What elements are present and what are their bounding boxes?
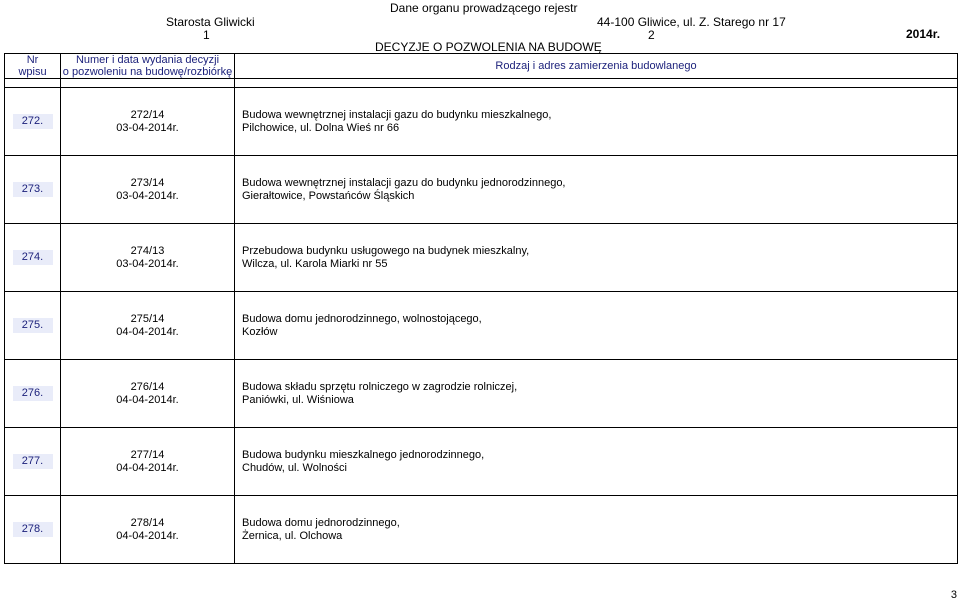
- decision-number: 276/14: [130, 380, 165, 393]
- register-year: 2014r.: [906, 27, 941, 41]
- decision-number: 274/13: [130, 244, 165, 257]
- entry-number: 273.: [13, 182, 53, 197]
- project-type: Budowa domu jednorodzinnego, wolnostojącego,: [242, 312, 482, 325]
- entry-number: 278.: [13, 522, 53, 537]
- column-header-row: [5, 54, 958, 79]
- entry-number-cell: [5, 88, 61, 156]
- spacer-cell: [61, 79, 235, 88]
- project-description-cell: [235, 156, 958, 224]
- entry-number: 276.: [13, 386, 53, 401]
- decision-cell: [61, 496, 235, 564]
- entry-number-cell: [5, 360, 61, 428]
- entry-number-cell: [5, 224, 61, 292]
- decision-date: 04-04-2014r.: [116, 325, 179, 338]
- project-description-cell: [235, 428, 958, 496]
- project-address: Wilcza, ul. Karola Miarki nr 55: [242, 257, 388, 270]
- project-address: Chudów, ul. Wolności: [242, 461, 347, 474]
- spacer-cell: [235, 79, 958, 88]
- decision-number: 273/14: [130, 176, 165, 189]
- decision-date: 03-04-2014r.: [116, 121, 179, 134]
- decision-date: 04-04-2014r.: [116, 529, 179, 542]
- table-row: [5, 156, 958, 224]
- page-number: 3: [950, 589, 957, 601]
- decision-cell: [61, 428, 235, 496]
- column-header-nr-line2: wpisu: [18, 66, 47, 78]
- column-number-1: 1: [203, 28, 210, 42]
- decision-number: 275/14: [130, 312, 165, 325]
- decision-cell: [61, 292, 235, 360]
- table-row: [5, 88, 958, 156]
- project-address: Gierałtowice, Powstańców Śląskich: [242, 189, 415, 202]
- table-row: [5, 496, 958, 564]
- project-address: Paniówki, ul. Wiśniowa: [242, 393, 354, 406]
- project-address: Kozłów: [242, 325, 278, 338]
- project-address: Pilchowice, ul. Dolna Wieś nr 66: [242, 121, 400, 134]
- project-type: Budowa budynku mieszkalnego jednorodzinnego,: [242, 448, 485, 461]
- table-row: [5, 428, 958, 496]
- column-number-2: 2: [648, 28, 655, 42]
- organ-name: Starosta Gliwicki: [166, 15, 255, 29]
- entry-number: 272.: [13, 114, 53, 129]
- entry-number-cell: [5, 496, 61, 564]
- project-description-cell: [235, 88, 958, 156]
- decision-date: 04-04-2014r.: [116, 393, 179, 406]
- project-address: Żernica, ul. Olchowa: [242, 529, 343, 542]
- entry-number-cell: [5, 428, 61, 496]
- column-header-nr-line1: Nr: [26, 54, 39, 66]
- decision-cell: [61, 224, 235, 292]
- column-header-decision-line2: o pozwoleniu na budowę/rozbiórkę: [62, 66, 233, 78]
- project-description-cell: [235, 360, 958, 428]
- project-type: Budowa domu jednorodzinnego,: [242, 516, 400, 529]
- project-type: Budowa wewnętrznej instalacji gazu do budynku jednorodzinnego,: [242, 176, 566, 189]
- header-spacer-row: [5, 79, 958, 88]
- register-rows: [5, 88, 958, 564]
- project-type: Przebudowa budynku usługowego na budynek mieszkalny,: [242, 244, 530, 257]
- spacer-cell: [5, 79, 61, 88]
- project-type: Budowa składu sprzętu rolniczego w zagrodzie rolniczej,: [242, 380, 518, 393]
- column-header-decision: [61, 54, 235, 79]
- entry-number: 275.: [13, 318, 53, 333]
- decision-cell: [61, 156, 235, 224]
- table-row: [5, 360, 958, 428]
- entry-number-cell: [5, 156, 61, 224]
- project-description-cell: [235, 496, 958, 564]
- column-header-scope: Rodzaj i adres zamierzenia budowlanego: [235, 54, 958, 79]
- decision-cell: [61, 88, 235, 156]
- project-type: Budowa wewnętrznej instalacji gazu do budynku mieszkalnego,: [242, 108, 552, 121]
- column-header-decision-line1: Numer i data wydania decyzji: [75, 54, 220, 66]
- decision-date: 03-04-2014r.: [116, 189, 179, 202]
- entry-number: 277.: [13, 454, 53, 469]
- table-row: [5, 224, 958, 292]
- organ-address: 44-100 Gliwice, ul. Z. Starego nr 17: [597, 15, 786, 29]
- column-header-nr: [5, 54, 61, 79]
- decision-date: 04-04-2014r.: [116, 461, 179, 474]
- decision-number: 272/14: [130, 108, 165, 121]
- decision-cell: [61, 360, 235, 428]
- organ-label: Dane organu prowadzącego rejestr: [390, 1, 578, 15]
- entry-number-cell: [5, 292, 61, 360]
- table-row: [5, 292, 958, 360]
- register-title: DECYZJE O POZWOLENIA NA BUDOWĘ: [375, 40, 602, 54]
- project-description-cell: [235, 292, 958, 360]
- entry-number: 274.: [13, 250, 53, 265]
- decision-number: 277/14: [130, 448, 165, 461]
- register-table: [4, 53, 958, 564]
- decision-date: 03-04-2014r.: [116, 257, 179, 270]
- project-description-cell: [235, 224, 958, 292]
- decision-number: 278/14: [130, 516, 165, 529]
